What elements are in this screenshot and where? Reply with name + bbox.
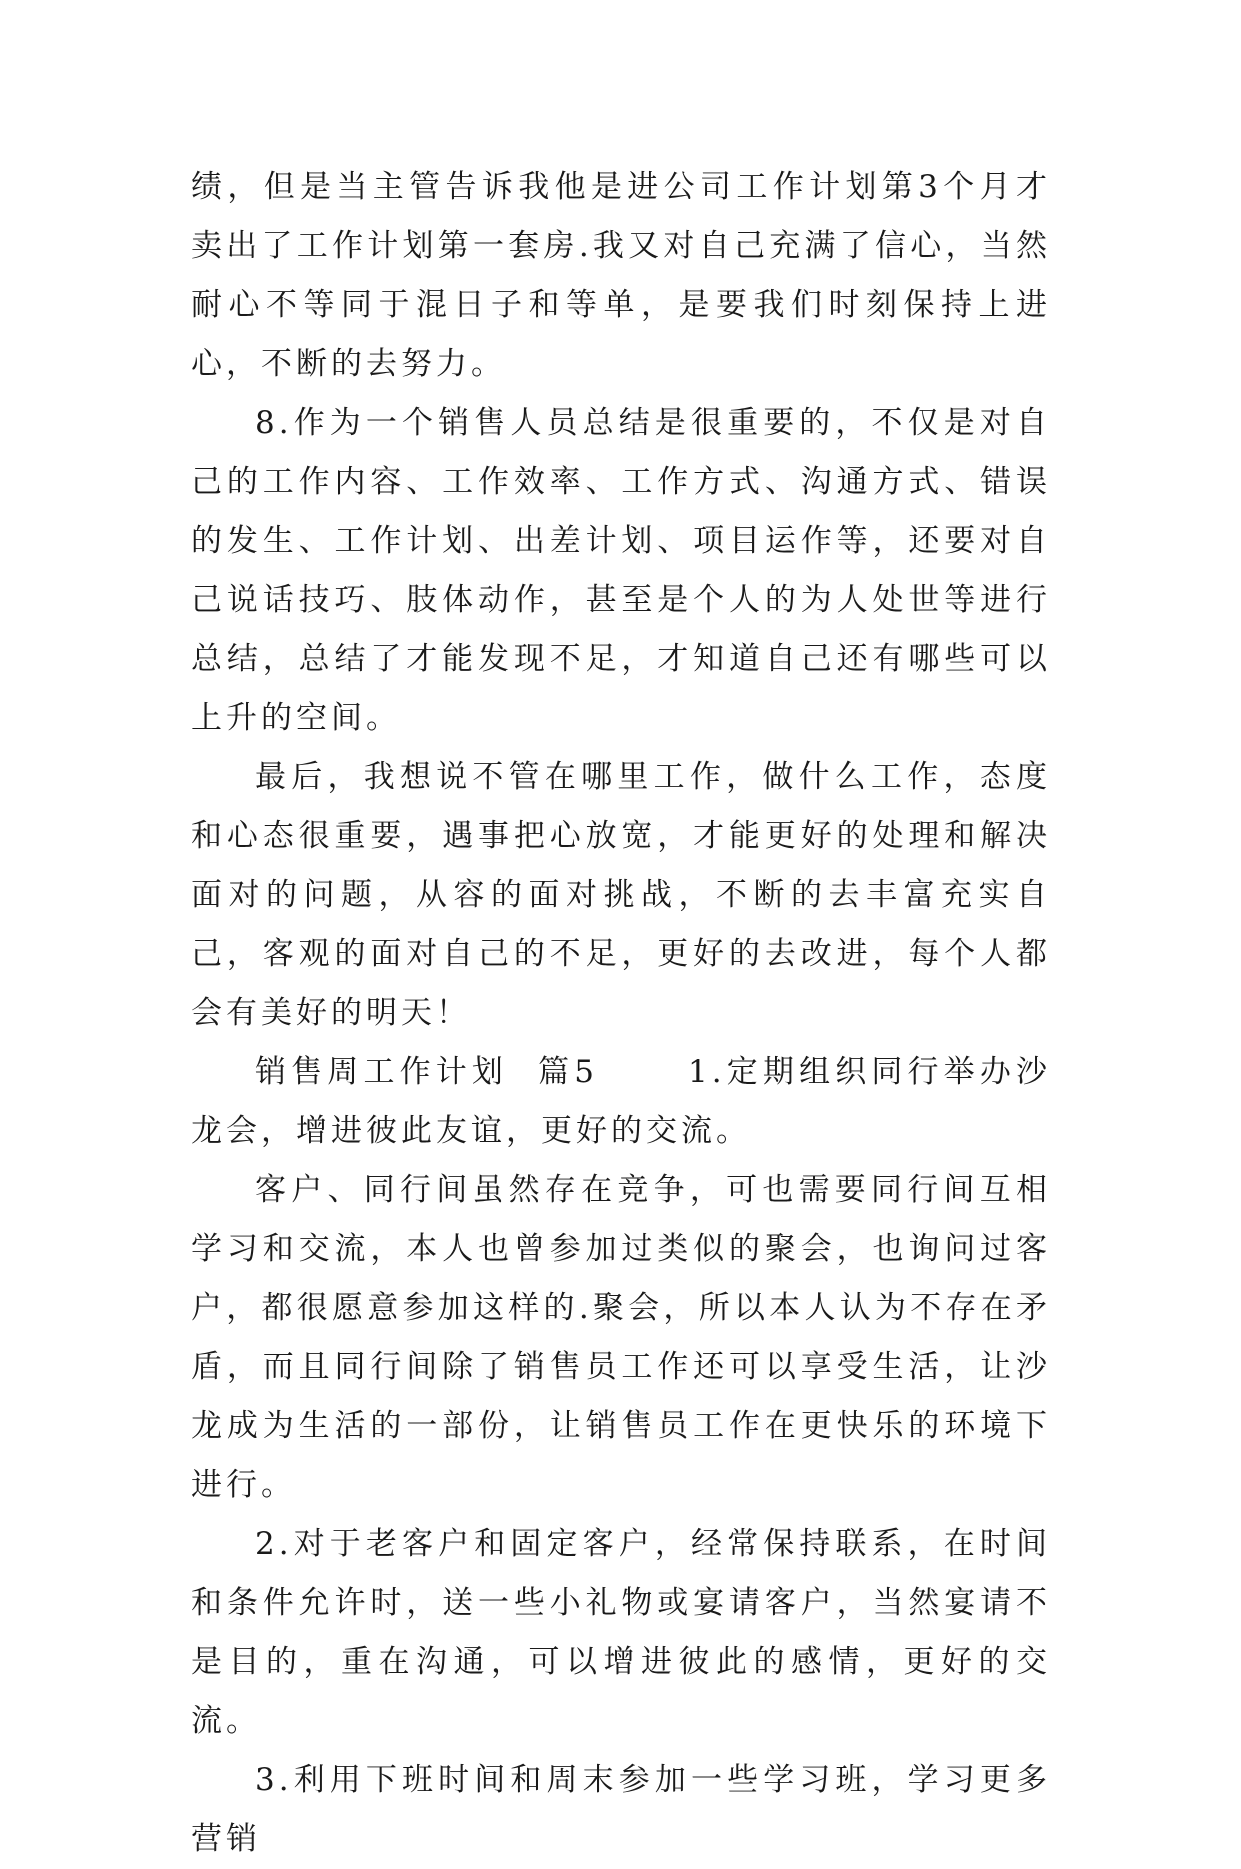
paragraph-4-section-heading: 销售周工作计划 篇5 1.定期组织同行举办沙龙会，增进彼此友谊，更好的交流。 <box>191 1054 1051 1149</box>
paragraph-1: 绩，但是当主管告诉我他是进公司工作计划第3个月才卖出了工作计划第一套房.我又对自己充满了信心，当然耐心不等同于混日子和等单，是要我们时刻保持上进心，不断的去努力。 <box>191 169 1051 382</box>
document-body <box>191 158 1051 1869</box>
paragraph-6: 2.对于老客户和固定客户，经常保持联系，在时间和条件允许时，送一些小礼物或宴请客户，当然宴请不是目的，重在沟通，可以增进彼此的感情，更好的交流。 <box>191 1526 1051 1739</box>
paragraph-5: 客户、同行间虽然存在竞争，可也需要同行间互相学习和交流，本人也曾参加过类似的聚会，也询问过客户，都很愿意参加这样的.聚会，所以本人认为不存在矛盾，而且同行间除了销售员工作还可以享受生活，让沙龙成为生活的一部份，让销售员工作在更快乐的环境下进行。 <box>191 1172 1051 1503</box>
paragraph-7: 3.利用下班时间和周末参加一些学习班，学习更多营销 <box>191 1762 1051 1857</box>
paragraph-3: 最后，我想说不管在哪里工作，做什么工作，态度和心态很重要，遇事把心放宽，才能更好的处理和解决面对的问题，从容的面对挑战，不断的去丰富充实自己，客观的面对自己的不足，更好的去改进，每个人都会有美好的明天！ <box>191 759 1051 1031</box>
paragraph-2: 8.作为一个销售人员总结是很重要的，不仅是对自己的工作内容、工作效率、工作方式、沟通方式、错误的发生、工作计划、出差计划、项目运作等，还要对自己说话技巧、肢体动作，甚至是个人的为人处世等进行总结，总结了才能发现不足，才知道自己还有哪些可以上升的空间。 <box>191 405 1051 736</box>
